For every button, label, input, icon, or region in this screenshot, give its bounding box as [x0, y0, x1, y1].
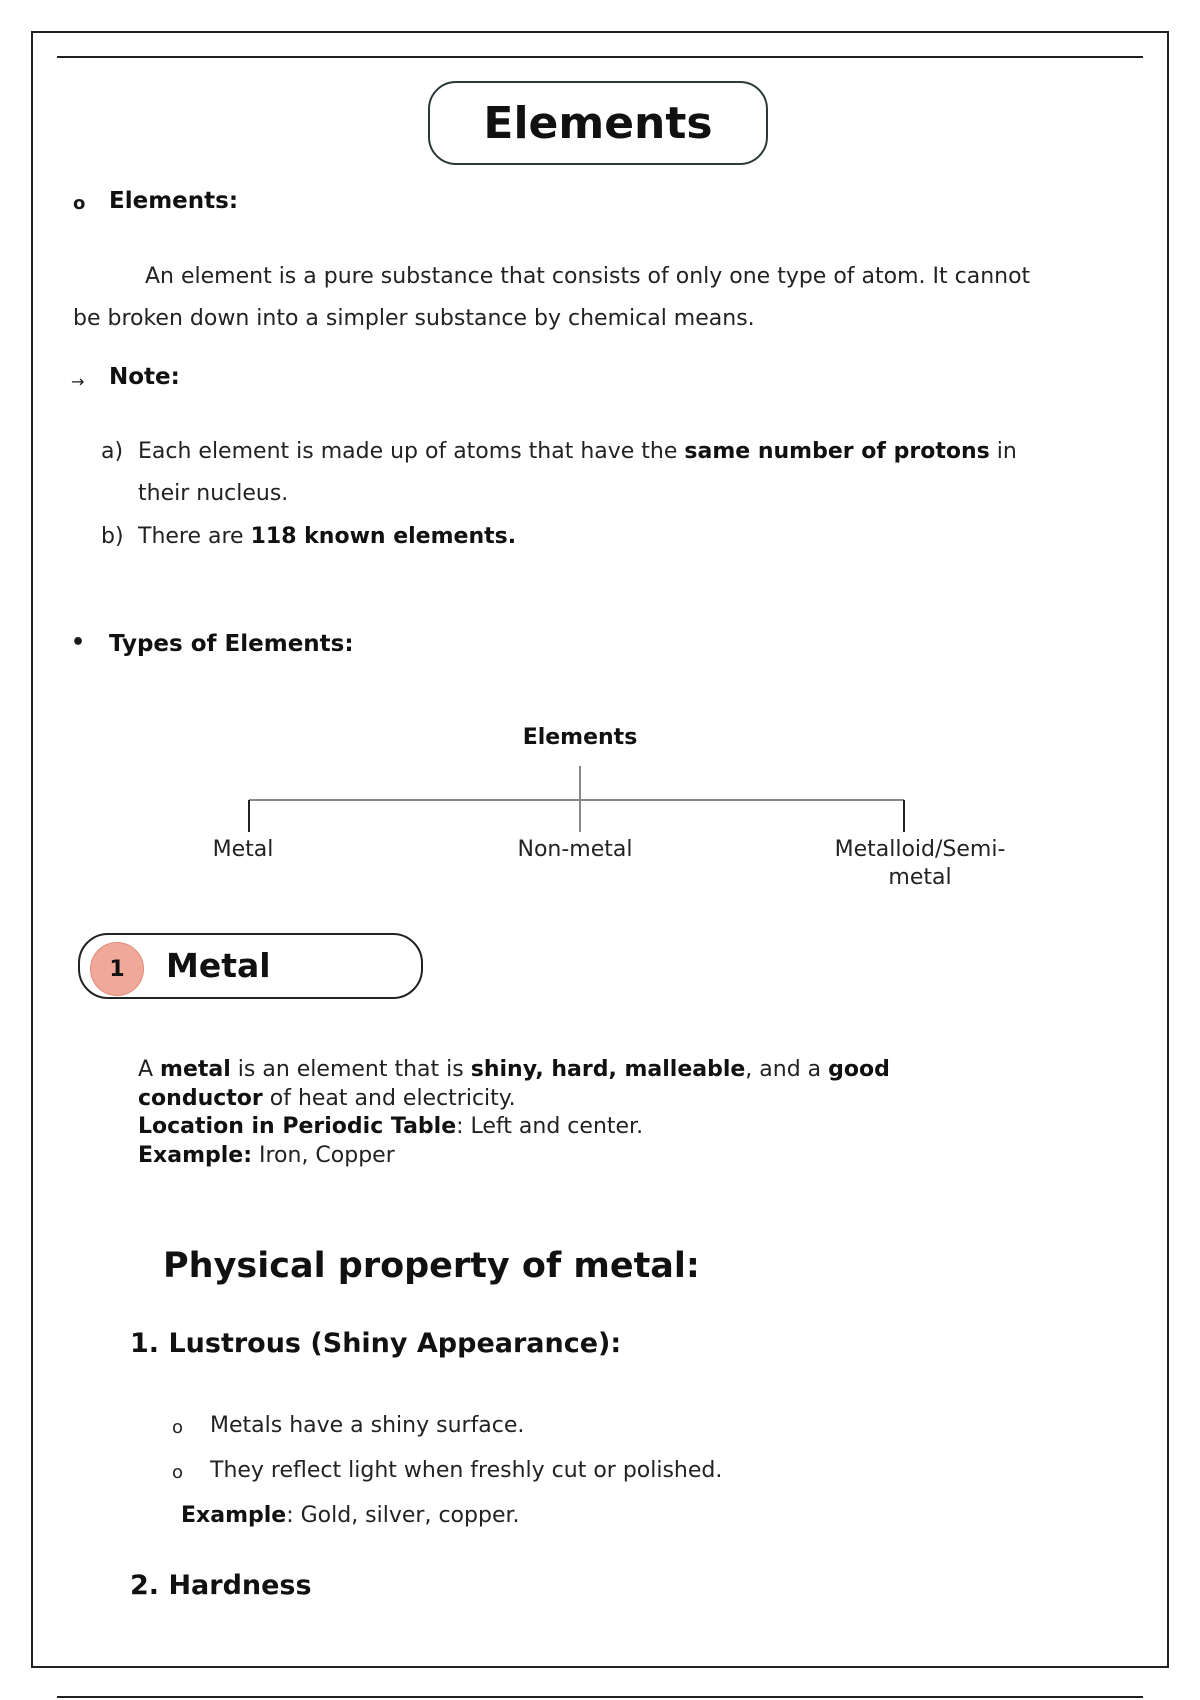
metal-section-title: Metal	[166, 946, 271, 985]
arrow-icon: →	[71, 372, 85, 391]
metal-location	[138, 1113, 1038, 1142]
section-number-badge: 1	[90, 942, 144, 996]
note-b-bold: 118 known elements.	[250, 524, 517, 549]
metal-description	[138, 1056, 1038, 1170]
hollow-bullet-icon: o	[172, 1462, 184, 1483]
types-heading: Types of Elements:	[109, 631, 354, 657]
note-a-bold: same number of protons	[684, 439, 990, 464]
example-value: : Gold, silver, copper.	[286, 1503, 520, 1528]
metal-desc-bold: metal	[160, 1057, 231, 1082]
solid-bullet-icon: •	[71, 630, 86, 655]
example-label: Example:	[138, 1142, 252, 1168]
note-a-after: in	[989, 439, 1017, 464]
list-item-text: They reflect light when freshly cut or polished.	[210, 1458, 723, 1483]
example-value: Iron, Copper	[252, 1142, 395, 1168]
tree-root-label: Elements	[522, 725, 638, 750]
metal-desc-line1	[138, 1056, 1038, 1085]
metal-desc-bold: shiny, hard, malleable	[470, 1057, 746, 1082]
physical-property-heading: Physical property of metal:	[163, 1246, 700, 1286]
tree-child-metalloid-line2: metal	[888, 865, 952, 890]
note-a-before: Each element is made up of atoms that have the	[138, 439, 685, 464]
metal-section-header	[78, 933, 423, 999]
note-heading: Note:	[109, 364, 180, 390]
tree-child-nonmetal: Non-metal	[517, 837, 633, 862]
metal-desc-bold: good	[828, 1057, 890, 1082]
list-item	[172, 1458, 723, 1483]
definition-line-2: be broken down into a simpler substance by chemical means.	[73, 306, 755, 331]
hollow-bullet-icon: o	[172, 1417, 184, 1438]
note-b-marker: b)	[101, 524, 124, 549]
location-label: Location in Periodic Table	[138, 1114, 457, 1139]
note-b-before: There are	[138, 524, 251, 549]
page-title: Elements	[428, 81, 768, 165]
elements-heading: Elements:	[109, 188, 239, 214]
metal-desc-text: , and a	[745, 1057, 829, 1082]
metal-desc-bold: conductor	[138, 1085, 263, 1111]
tree-child-metalloid-line1: Metalloid/Semi-	[834, 837, 1006, 862]
metal-desc-text: A	[138, 1057, 161, 1082]
metal-desc-line2	[138, 1085, 1038, 1114]
hollow-bullet-icon: o	[73, 193, 86, 214]
example-label: Example	[181, 1503, 287, 1528]
hardness-heading: 2. Hardness	[130, 1570, 312, 1601]
bottom-rule	[57, 1696, 1143, 1698]
metal-example	[138, 1142, 1038, 1171]
tree-child-metal: Metal	[212, 837, 274, 862]
location-value: : Left and center.	[456, 1114, 644, 1139]
lustrous-heading: 1. Lustrous (Shiny Appearance):	[130, 1328, 622, 1359]
lustrous-example	[181, 1503, 520, 1528]
list-item	[172, 1413, 525, 1438]
list-item-text: Metals have a shiny surface.	[210, 1413, 525, 1438]
metal-desc-text: is an element that is	[230, 1057, 471, 1082]
note-a-line2: their nucleus.	[138, 481, 289, 506]
metal-desc-text: of heat and electricity.	[262, 1085, 516, 1111]
note-a-marker: a)	[101, 439, 124, 464]
definition-line-1: An element is a pure substance that consists of only one type of atom. It cannot	[145, 264, 1031, 289]
